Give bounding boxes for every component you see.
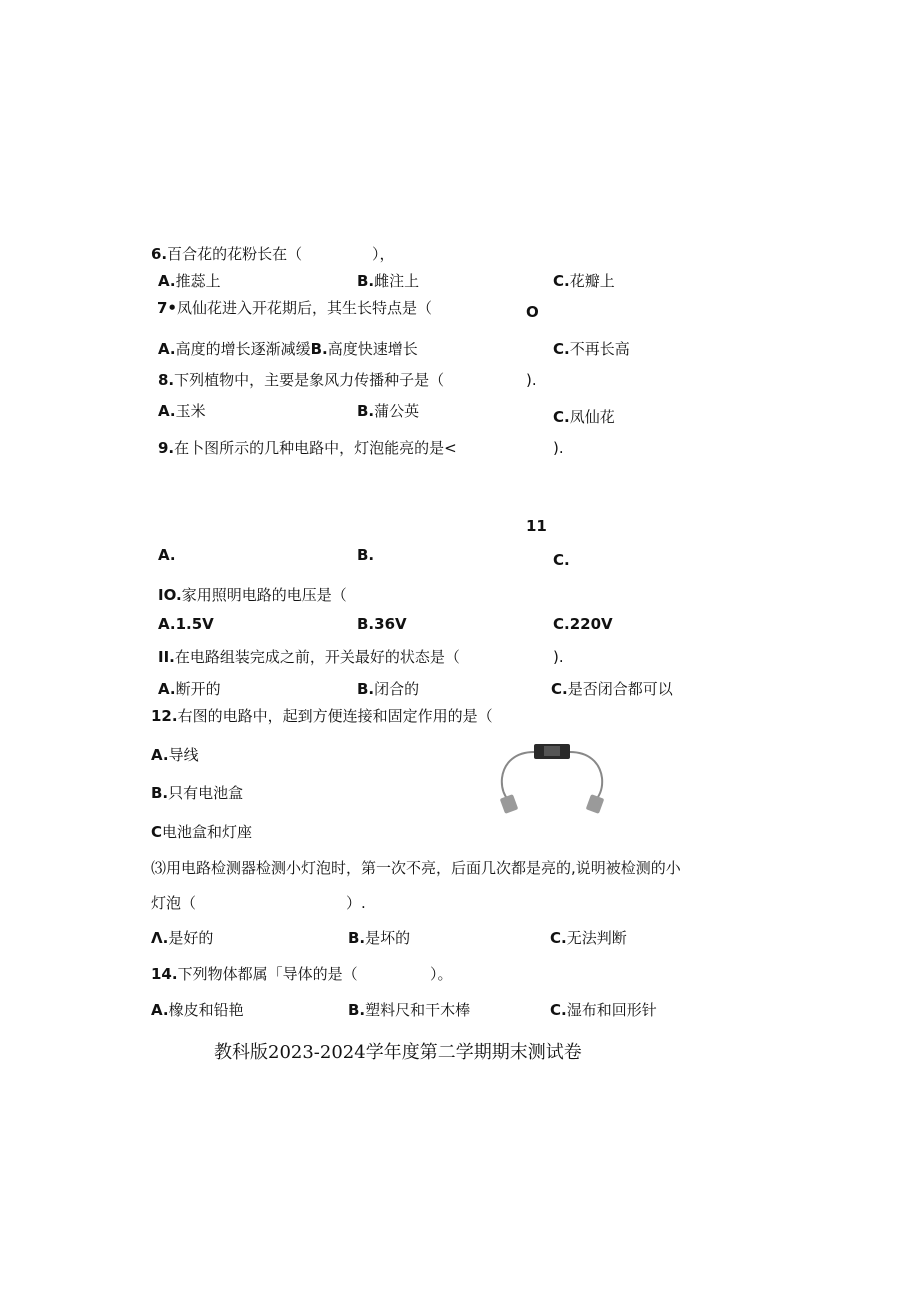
option-c: C.凤仙花 bbox=[553, 408, 615, 426]
option-a: A.推蕊上 bbox=[158, 272, 221, 290]
option-c: C.220V bbox=[553, 615, 613, 633]
answer-bracket-close: ）。 bbox=[430, 965, 453, 983]
stray-mark: 11 bbox=[526, 517, 547, 535]
lamp-holder bbox=[500, 794, 605, 814]
option-c: C.无法判断 bbox=[550, 929, 627, 947]
circuit-figure bbox=[496, 740, 608, 814]
question-number: 7• bbox=[157, 299, 178, 317]
option-b: B.塑料尺和干木棒 bbox=[348, 1001, 471, 1019]
question-number: 9. bbox=[158, 439, 175, 457]
option-b: B.是坏的 bbox=[348, 929, 411, 947]
option-a: Λ.是好的 bbox=[151, 929, 214, 947]
option-c: C.湿布和回形针 bbox=[550, 1001, 657, 1019]
question-10 bbox=[158, 585, 347, 605]
option-c: C. bbox=[553, 551, 570, 569]
question-13-stem-cont: 灯泡（ bbox=[151, 894, 197, 912]
question-7 bbox=[157, 298, 432, 318]
option-a: A.1.5V bbox=[158, 615, 214, 633]
answer-bracket-close: ). bbox=[553, 648, 564, 666]
option-a: A.导线 bbox=[151, 746, 199, 764]
question-11 bbox=[158, 647, 460, 667]
wire bbox=[502, 752, 602, 802]
option-c: C.花瓣上 bbox=[553, 272, 615, 290]
question-stem: 右图的电路中，起到方便连接和固定作用的是（ bbox=[177, 707, 493, 725]
question-number: IO. bbox=[158, 586, 182, 604]
stray-mark: O bbox=[526, 303, 539, 321]
question-14 bbox=[151, 964, 358, 984]
answer-bracket-close: ). bbox=[526, 371, 537, 389]
option-b: B.蒲公英 bbox=[357, 402, 420, 420]
option-a: A.橡皮和铅艳 bbox=[151, 1001, 244, 1019]
question-stem: 凤仙花进入开花期后，其生长特点是（ bbox=[177, 299, 433, 317]
question-13 bbox=[151, 858, 681, 878]
question-number: II. bbox=[158, 648, 175, 666]
question-stem: 用电路检测器检测小灯泡时，第一次不亮，后面几次都是亮的,说明被检测的小 bbox=[166, 859, 681, 877]
question-stem: 下列植物中，主要是象风力传播种子是（ bbox=[174, 371, 445, 389]
option-b: B.36V bbox=[357, 615, 407, 633]
question-stem: 在电路组装完成之前，开关最好的状态是（ bbox=[174, 648, 460, 666]
question-number: 8. bbox=[158, 371, 175, 389]
question-number: 6. bbox=[151, 245, 168, 263]
option-b: B.只有电池盒 bbox=[151, 784, 244, 802]
question-stem: 家用照明电路的电压是（ bbox=[181, 586, 347, 604]
option-a-b: A.高度的增长逐渐减缓B.高度快速增长 bbox=[158, 340, 418, 358]
option-a: A. bbox=[158, 546, 176, 564]
question-number: 14. bbox=[151, 965, 178, 983]
exam-title: 教科版2023-2024学年度第二学期期末测试卷 bbox=[214, 1042, 582, 1063]
question-9 bbox=[158, 438, 457, 458]
question-stem: 下列物体都属「导体的是（ bbox=[177, 965, 358, 983]
battery-box bbox=[534, 744, 570, 759]
option-a: A.断开的 bbox=[158, 680, 221, 698]
answer-bracket-close: ). bbox=[553, 439, 564, 457]
option-b: B.闭合的 bbox=[357, 680, 420, 698]
option-b: B.雌注上 bbox=[357, 272, 420, 290]
question-stem: 在卜图所示的几种电路中，灯泡能亮的是< bbox=[174, 439, 457, 457]
question-12 bbox=[151, 706, 493, 726]
option-a: A.玉米 bbox=[158, 402, 206, 420]
option-c: C.是否闭合都可以 bbox=[551, 680, 673, 698]
question-8 bbox=[158, 370, 444, 390]
question-number: ⑶ bbox=[151, 859, 167, 877]
option-c: C.不再长高 bbox=[553, 340, 630, 358]
option-b: B. bbox=[357, 546, 375, 564]
answer-bracket-close: ）. bbox=[346, 894, 366, 912]
question-number: 12. bbox=[151, 707, 178, 725]
question-stem: 百合花的花粉长在（ bbox=[167, 245, 303, 263]
question-6 bbox=[151, 244, 302, 264]
option-c: C电池盒和灯座 bbox=[151, 823, 253, 841]
answer-bracket-close: ）， bbox=[372, 245, 395, 263]
